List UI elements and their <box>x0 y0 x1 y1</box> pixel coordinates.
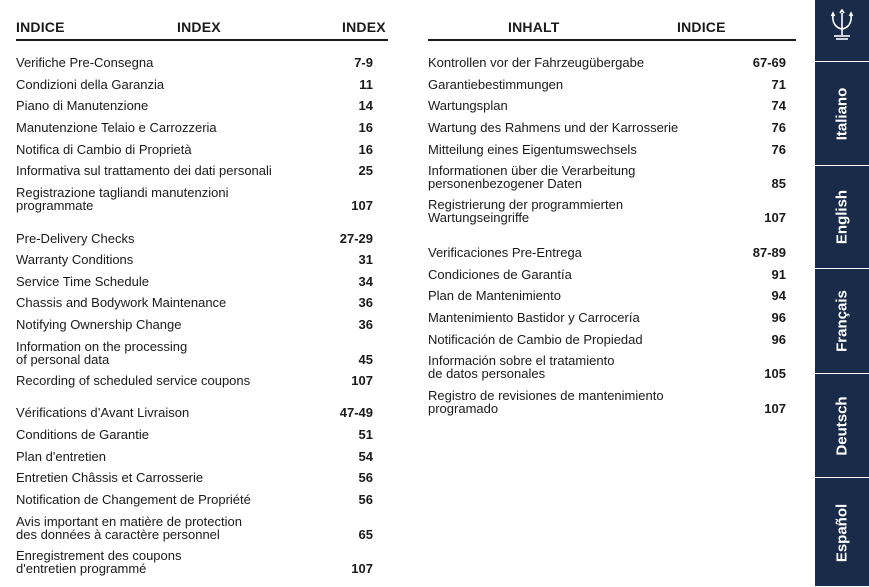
toc-entry-page: 54 <box>358 449 373 464</box>
toc-entry-page: 56 <box>358 470 373 485</box>
trident-icon[interactable] <box>815 0 869 52</box>
tab-label: Deutsch <box>833 395 851 456</box>
toc-entry-title: Information on the processing of personal data <box>16 339 188 367</box>
toc-entry-title: Wartung des Rahmens und der Karrosserie <box>428 120 679 135</box>
toc-entry-title: Service Time Schedule <box>16 274 149 289</box>
language-sidebar <box>815 0 869 586</box>
header-index-fr: INDEX <box>342 19 386 35</box>
toc-entry-title: Enregistrement des coupons d'entretien programmé <box>16 548 182 576</box>
toc-entry[interactable] <box>16 450 373 463</box>
toc-entry-page: 31 <box>358 252 373 267</box>
toc-entry[interactable] <box>16 374 373 387</box>
toc-entry-title: Piano di Manutenzione <box>16 98 149 113</box>
toc-entry[interactable] <box>428 354 786 380</box>
toc-entry[interactable] <box>428 56 786 69</box>
toc-entry-page: 71 <box>771 77 786 92</box>
toc-entry[interactable] <box>428 246 786 259</box>
toc-entry[interactable] <box>16 471 373 484</box>
toc-entry[interactable] <box>16 515 373 541</box>
tab-espanol[interactable] <box>815 477 869 587</box>
toc-entry-page: 107 <box>351 373 373 388</box>
toc-entry-title: Chassis and Bodywork Maintenance <box>16 295 227 310</box>
toc-entry[interactable] <box>428 121 786 134</box>
tab-deutsch[interactable] <box>815 373 869 477</box>
toc-entry-title: Warranty Conditions <box>16 252 134 267</box>
toc-entry-title: Notification de Changement de Propriété <box>16 492 251 507</box>
toc-entry[interactable] <box>16 340 373 366</box>
header-indice-es: INDICE <box>677 19 726 35</box>
header-rule-left <box>16 39 388 41</box>
toc-entry[interactable] <box>428 289 786 302</box>
toc-entry-title: Informativa sul trattamento dei dati personali <box>16 163 272 178</box>
toc-entry[interactable] <box>428 99 786 112</box>
toc-entry-page: 67-69 <box>752 55 786 70</box>
toc-entry[interactable] <box>16 78 373 91</box>
tab-english[interactable] <box>815 165 869 268</box>
toc-entry-page: 87-89 <box>752 245 786 260</box>
toc-entry-page: 76 <box>771 120 786 135</box>
toc-entry-page: 107 <box>764 210 786 225</box>
toc-entry[interactable] <box>16 428 373 441</box>
toc-entry-page: 107 <box>351 561 373 576</box>
toc-entry-page: 16 <box>358 120 373 135</box>
toc-entry[interactable] <box>16 143 373 156</box>
toc-entry[interactable] <box>16 493 373 506</box>
toc-entry-title: Información sobre el tratamiento de datos personales <box>428 353 615 381</box>
toc-entry-page: 96 <box>771 332 786 347</box>
tab-label: Italiano <box>833 87 851 140</box>
toc-entry-title: Recording of scheduled service coupons <box>16 373 251 388</box>
toc-entry-title: Pre-Delivery Checks <box>16 231 135 246</box>
toc-entry[interactable] <box>16 121 373 134</box>
toc-entry-title: Notifying Ownership Change <box>16 317 182 332</box>
toc-entry-page: 45 <box>358 352 373 367</box>
toc-entry[interactable] <box>16 99 373 112</box>
toc-entry[interactable] <box>16 318 373 331</box>
tab-italiano[interactable] <box>815 61 869 165</box>
toc-entry[interactable] <box>16 232 373 245</box>
toc-entry-page: 27-29 <box>339 231 373 246</box>
toc-entry[interactable] <box>428 389 786 415</box>
header-index-en: INDEX <box>177 19 221 35</box>
toc-entry[interactable] <box>16 184 373 212</box>
toc-entry[interactable] <box>16 253 373 266</box>
tab-label: English <box>833 189 851 245</box>
toc-entry-title: Mitteilung eines Eigentumswechsels <box>428 142 637 157</box>
toc-entry-page: 11 <box>359 77 373 92</box>
toc-entry-title: Plan de Mantenimiento <box>428 288 561 303</box>
toc-entry-title: Vérifications d’Avant Livraison <box>16 405 190 420</box>
toc-entry-title: Registro de revisiones de mantenimiento programado <box>428 388 664 416</box>
toc-entry-title: Verificaciones Pre-Entrega <box>428 245 582 260</box>
toc-entry[interactable] <box>428 198 786 224</box>
toc-entry-page: 91 <box>771 267 786 282</box>
toc-entry[interactable] <box>16 406 373 419</box>
toc-entry-title: Kontrollen vor der Fahrzeugübergabe <box>428 55 645 70</box>
toc-entry-title: Registrazione tagliandi manutenzioni programmate <box>16 185 229 213</box>
toc-entry[interactable] <box>428 164 786 190</box>
toc-entry-title: Plan d'entretien <box>16 449 106 464</box>
header-rule-right <box>428 39 796 41</box>
toc-entry-page: 7-9 <box>354 55 373 70</box>
toc-entry-page: 56 <box>358 492 373 507</box>
tab-francais[interactable] <box>815 268 869 373</box>
toc-entry-title: Condizioni della Garanzia <box>16 77 165 92</box>
tab-label: Español <box>833 503 851 562</box>
toc-entry-page: 76 <box>771 142 786 157</box>
toc-entry[interactable] <box>428 268 786 281</box>
toc-entry-title: Conditions de Garantie <box>16 427 149 442</box>
header-indice-it: INDICE <box>16 19 65 35</box>
toc-entry-title: Mantenimiento Bastidor y Carrocería <box>428 310 640 325</box>
toc-entry-page: 25 <box>358 163 373 178</box>
toc-entry-page: 85 <box>771 176 786 191</box>
toc-entry-page: 14 <box>358 98 373 113</box>
toc-entry[interactable] <box>428 143 786 156</box>
header-inhalt-de: INHALT <box>508 19 560 35</box>
toc-entry-page: 36 <box>358 317 373 332</box>
toc-entry-page: 36 <box>358 295 373 310</box>
toc-entry[interactable] <box>16 296 373 309</box>
toc-entry-page: 105 <box>764 366 786 381</box>
toc-entry-page: 107 <box>351 198 373 213</box>
toc-entry-title: Condiciones de Garantía <box>428 267 572 282</box>
toc-entry-page: 107 <box>764 401 786 416</box>
toc-entry-title: Entretien Châssis et Carrosserie <box>16 470 204 485</box>
toc-entry[interactable] <box>428 78 786 91</box>
toc-entry-page: 96 <box>771 310 786 325</box>
toc-entry-title: Registrierung der programmierten Wartungseingriffe <box>428 197 624 225</box>
toc-entry-page: 34 <box>358 274 373 289</box>
toc-entry-title: Verifiche Pre-Consegna <box>16 55 154 70</box>
tab-label: Français <box>833 290 851 352</box>
toc-entry-page: 65 <box>358 527 373 542</box>
toc-entry-title: Manutenzione Telaio e Carrozzeria <box>16 120 217 135</box>
toc-entry[interactable] <box>428 311 786 324</box>
toc-entry-title: Informationen über die Verarbeitung personenbezogener Daten <box>428 163 636 191</box>
toc-entry-title: Garantiebestimmungen <box>428 77 564 92</box>
toc-entry-title: Notifica di Cambio di Proprietà <box>16 142 192 157</box>
toc-entry[interactable] <box>16 164 373 177</box>
toc-entry-title: Wartungsplan <box>428 98 508 113</box>
toc-entry-page: 94 <box>771 288 786 303</box>
toc-entry-title: Avis important en matière de protection des données à caractère personnel <box>16 514 242 542</box>
toc-entry[interactable] <box>16 549 373 575</box>
toc-entry-title: Notificación de Cambio de Propiedad <box>428 332 643 347</box>
toc-entry[interactable] <box>16 275 373 288</box>
toc-entry-page: 74 <box>771 98 786 113</box>
toc-entry[interactable] <box>428 333 786 346</box>
toc-entry-page: 51 <box>358 427 373 442</box>
toc-entry-page: 16 <box>358 142 373 157</box>
toc-entry-page: 47-49 <box>339 405 373 420</box>
toc-entry[interactable] <box>16 56 373 69</box>
